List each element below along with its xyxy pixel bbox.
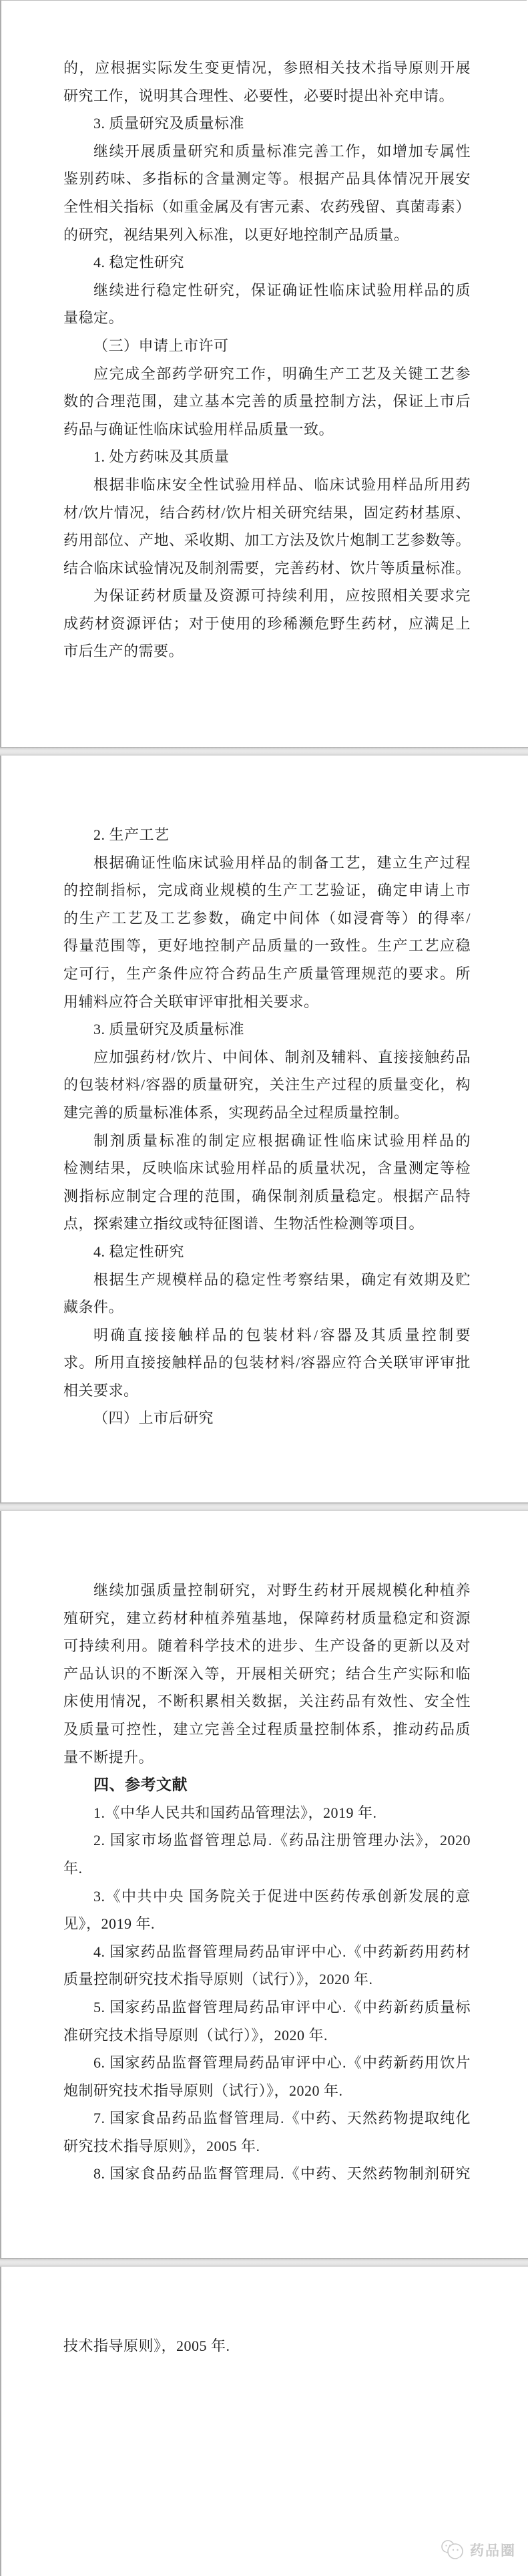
document-text-line: 的，应根据实际发生变更情况，参照相关技术指导原则开展 <box>63 59 471 76</box>
document-text-line: 7. 国家食品药品监督管理局.《中药、天然药物提取纯化 <box>93 2110 471 2127</box>
document-text-line: 为保证药材质量及资源可持续利用，应按照相关要求完 <box>93 587 471 605</box>
document-text-line: 相关要求。 <box>63 1382 139 1399</box>
document-text-line: 炮制研究技术指导原则（试行）》，2020 年. <box>63 2082 343 2099</box>
page-separator <box>0 1502 528 1511</box>
document-text-line: 3. 质量研究及质量标准 <box>93 1021 245 1038</box>
document-text-line: 明确直接接触样品的包装材料/容器及其质量控制要 <box>93 1326 471 1343</box>
watermark-label: 药品圈 <box>470 2543 516 2559</box>
document-text-line: 3. 质量研究及质量标准 <box>93 115 245 132</box>
page-1-text <box>1 1 527 665</box>
document-text-line: 藏条件。 <box>63 1299 124 1316</box>
document-text-line: 6. 国家药品监督管理局药品审评中心.《中药新药用饮片 <box>93 2054 471 2072</box>
document-text-line: 5. 国家药品监督管理局药品审评中心.《中药新药质量标 <box>93 1998 471 2016</box>
page-1 <box>0 0 527 747</box>
document-text-line: 求。所用直接接触样品的包装材料/容器应符合关联审评审批 <box>63 1354 471 1372</box>
document-text-line: 可持续利用。随着科学技术的进步、生产设备的更新以及对 <box>63 1637 471 1655</box>
document-text-line: 2. 生产工艺 <box>93 826 170 843</box>
document-text-line: 技术指导原则》，2005 年. <box>63 2338 230 2354</box>
document-text-line: 准研究技术指导原则（试行）》，2020 年. <box>63 2026 328 2044</box>
page-2-text <box>1 756 527 1432</box>
chat-bubbles-logo-icon <box>439 2539 466 2561</box>
document-text-line: 见》，2019 年. <box>63 1915 156 1933</box>
document-text-line: 4. 稳定性研究 <box>93 1243 185 1260</box>
document-text-line: 应加强药材/饮片、中间体、制剂及辅料、直接接触药品 <box>93 1048 471 1066</box>
document-text-line: 及质量可控性，建立完善全过程质量控制体系，推动药品质 <box>63 1720 471 1738</box>
page-4 <box>0 2267 527 2576</box>
document-text-line: 材/饮片情况，结合药材/饮片相关研究结果，固定药材基原、 <box>63 504 471 521</box>
document-text-line: 建完善的质量标准体系，实现药品全过程质量控制。 <box>63 1104 409 1121</box>
document-text-line: 市后生产的需要。 <box>63 643 184 660</box>
document-text-line: 根据非临床安全性试验用样品、临床试验用样品所用药 <box>93 476 471 493</box>
document-text-line: 鉴别药味、多指标的含量测定等。根据产品具体情况开展安 <box>63 170 471 188</box>
document-text-line: 8. 国家食品药品监督管理局.《中药、天然药物制剂研究 <box>93 2165 471 2183</box>
document-text-line: 用辅料应符合关联审评审批相关要求。 <box>63 993 319 1010</box>
document-text-line: 的包装材料/容器的质量研究，关注生产过程的质量变化，构 <box>63 1076 471 1094</box>
document-text-line: 结合临床试验情况及制剂需要，完善药材、饮片等质量标准。 <box>63 559 471 577</box>
document-text-line: 4. 国家药品监督管理局药品审评中心.《中药新药用药材 <box>93 1943 471 1960</box>
document-text-line: 量不断提升。 <box>63 1748 154 1766</box>
page-separator <box>0 747 528 756</box>
document-text-line: 药品与确证性临床试验用样品质量一致。 <box>63 420 334 438</box>
document-text-line: 床使用情况，不断积累相关数据，关注药品有效性、安全性 <box>63 1693 471 1710</box>
document-text-line: 产品认识的不断深入等，开展相关研究；结合生产实际和临 <box>63 1665 471 1682</box>
document-text-line: 继续进行稳定性研究，保证确证性临床试验用样品的质 <box>93 281 471 299</box>
brand-watermark <box>439 2539 516 2561</box>
section-heading-line: 四、参考文献 <box>93 1776 188 1794</box>
document-text-line: 全性相关指标（如重金属及有害元素、农药残留、真菌毒素） <box>63 198 471 215</box>
document-text-line: 质量控制研究技术指导原则（试行）》，2020 年. <box>63 1971 373 1988</box>
document-text-line: 数的合理范围，建立基本完善的质量控制方法，保证上市后 <box>63 393 471 410</box>
document-text-line: 研究工作，说明其合理性、必要性，必要时提出补充申请。 <box>63 87 455 104</box>
document-text-line: 4. 稳定性研究 <box>93 254 185 271</box>
document-text-line: 1. 处方药味及其质量 <box>93 448 230 466</box>
document-text-line: 成药材资源评估；对于使用的珍稀濒危野生药材，应满足上 <box>63 615 471 632</box>
document-text-line: 继续开展质量研究和质量标准完善工作，如增加专属性 <box>93 142 471 160</box>
document-text-line: 制剂质量标准的制定应根据确证性临床试验用样品的 <box>93 1132 471 1149</box>
page-2 <box>0 756 527 1502</box>
document-text-line: 应完成全部药学研究工作，明确生产工艺及关键工艺参 <box>93 365 471 382</box>
document-text-line: 的研究，视结果列入标准，以更好地控制产品质量。 <box>63 226 409 243</box>
document-text-line: 的控制指标，完成商业规模的生产工艺验证，确定申请上市 <box>63 882 471 899</box>
document-text-line: 2. 国家市场监督管理总局.《药品注册管理办法》，2020 <box>93 1832 471 1849</box>
document-text-line: 得量范围等，更好地控制产品质量的一致性。生产工艺应稳 <box>63 937 471 955</box>
page-separator <box>0 2258 528 2267</box>
document-text-line: 量稳定。 <box>63 309 124 327</box>
document-text-line: 检测结果，反映临床试验用样品的质量状况，含量测定等检 <box>63 1160 471 1177</box>
document-text-line: 3.《中共中央 国务院关于促进中医药传承创新发展的意 <box>93 1887 471 1905</box>
page-3 <box>0 1511 527 2258</box>
document-text-line: （四）上市后研究 <box>93 1410 214 1427</box>
document-text-line: 年. <box>63 1859 83 1877</box>
document-text-line: 测指标应制定合理的范围，确保制剂质量稳定。根据产品特 <box>63 1187 471 1204</box>
document-text-line: 继续加强质量控制研究，对野生药材开展规模化种植养 <box>93 1582 471 1599</box>
page-3-text <box>1 1511 527 2188</box>
page-4-text <box>1 2267 527 2360</box>
document-text-line: 殖研究，建立药材种植养殖基地，保障药材质量稳定和资源 <box>63 1609 471 1627</box>
document-text-line: 的生产工艺及工艺参数，确定中间体（如浸膏等）的得率/ <box>63 909 471 927</box>
document-text-line: 点，探索建立指纹或特征图谱、生物活性检测等项目。 <box>63 1215 425 1233</box>
document-text-line: 定可行，生产条件应符合药品生产质量管理规范的要求。所 <box>63 965 471 982</box>
document-text-line: 1.《中华人民共和国药品管理法》，2019 年. <box>93 1804 377 1821</box>
document-text-line: （三）申请上市许可 <box>93 337 229 354</box>
document-text-line: 根据生产规模样品的稳定性考察结果，确定有效期及贮 <box>93 1271 471 1288</box>
document-text-line: 研究技术指导原则》，2005 年. <box>63 2137 260 2154</box>
document-text-line: 根据确证性临床试验用样品的制备工艺，建立生产过程 <box>93 854 471 871</box>
document-text-line: 药用部位、产地、采收期、加工方法及饮片炮制工艺参数等。 <box>63 532 471 549</box>
